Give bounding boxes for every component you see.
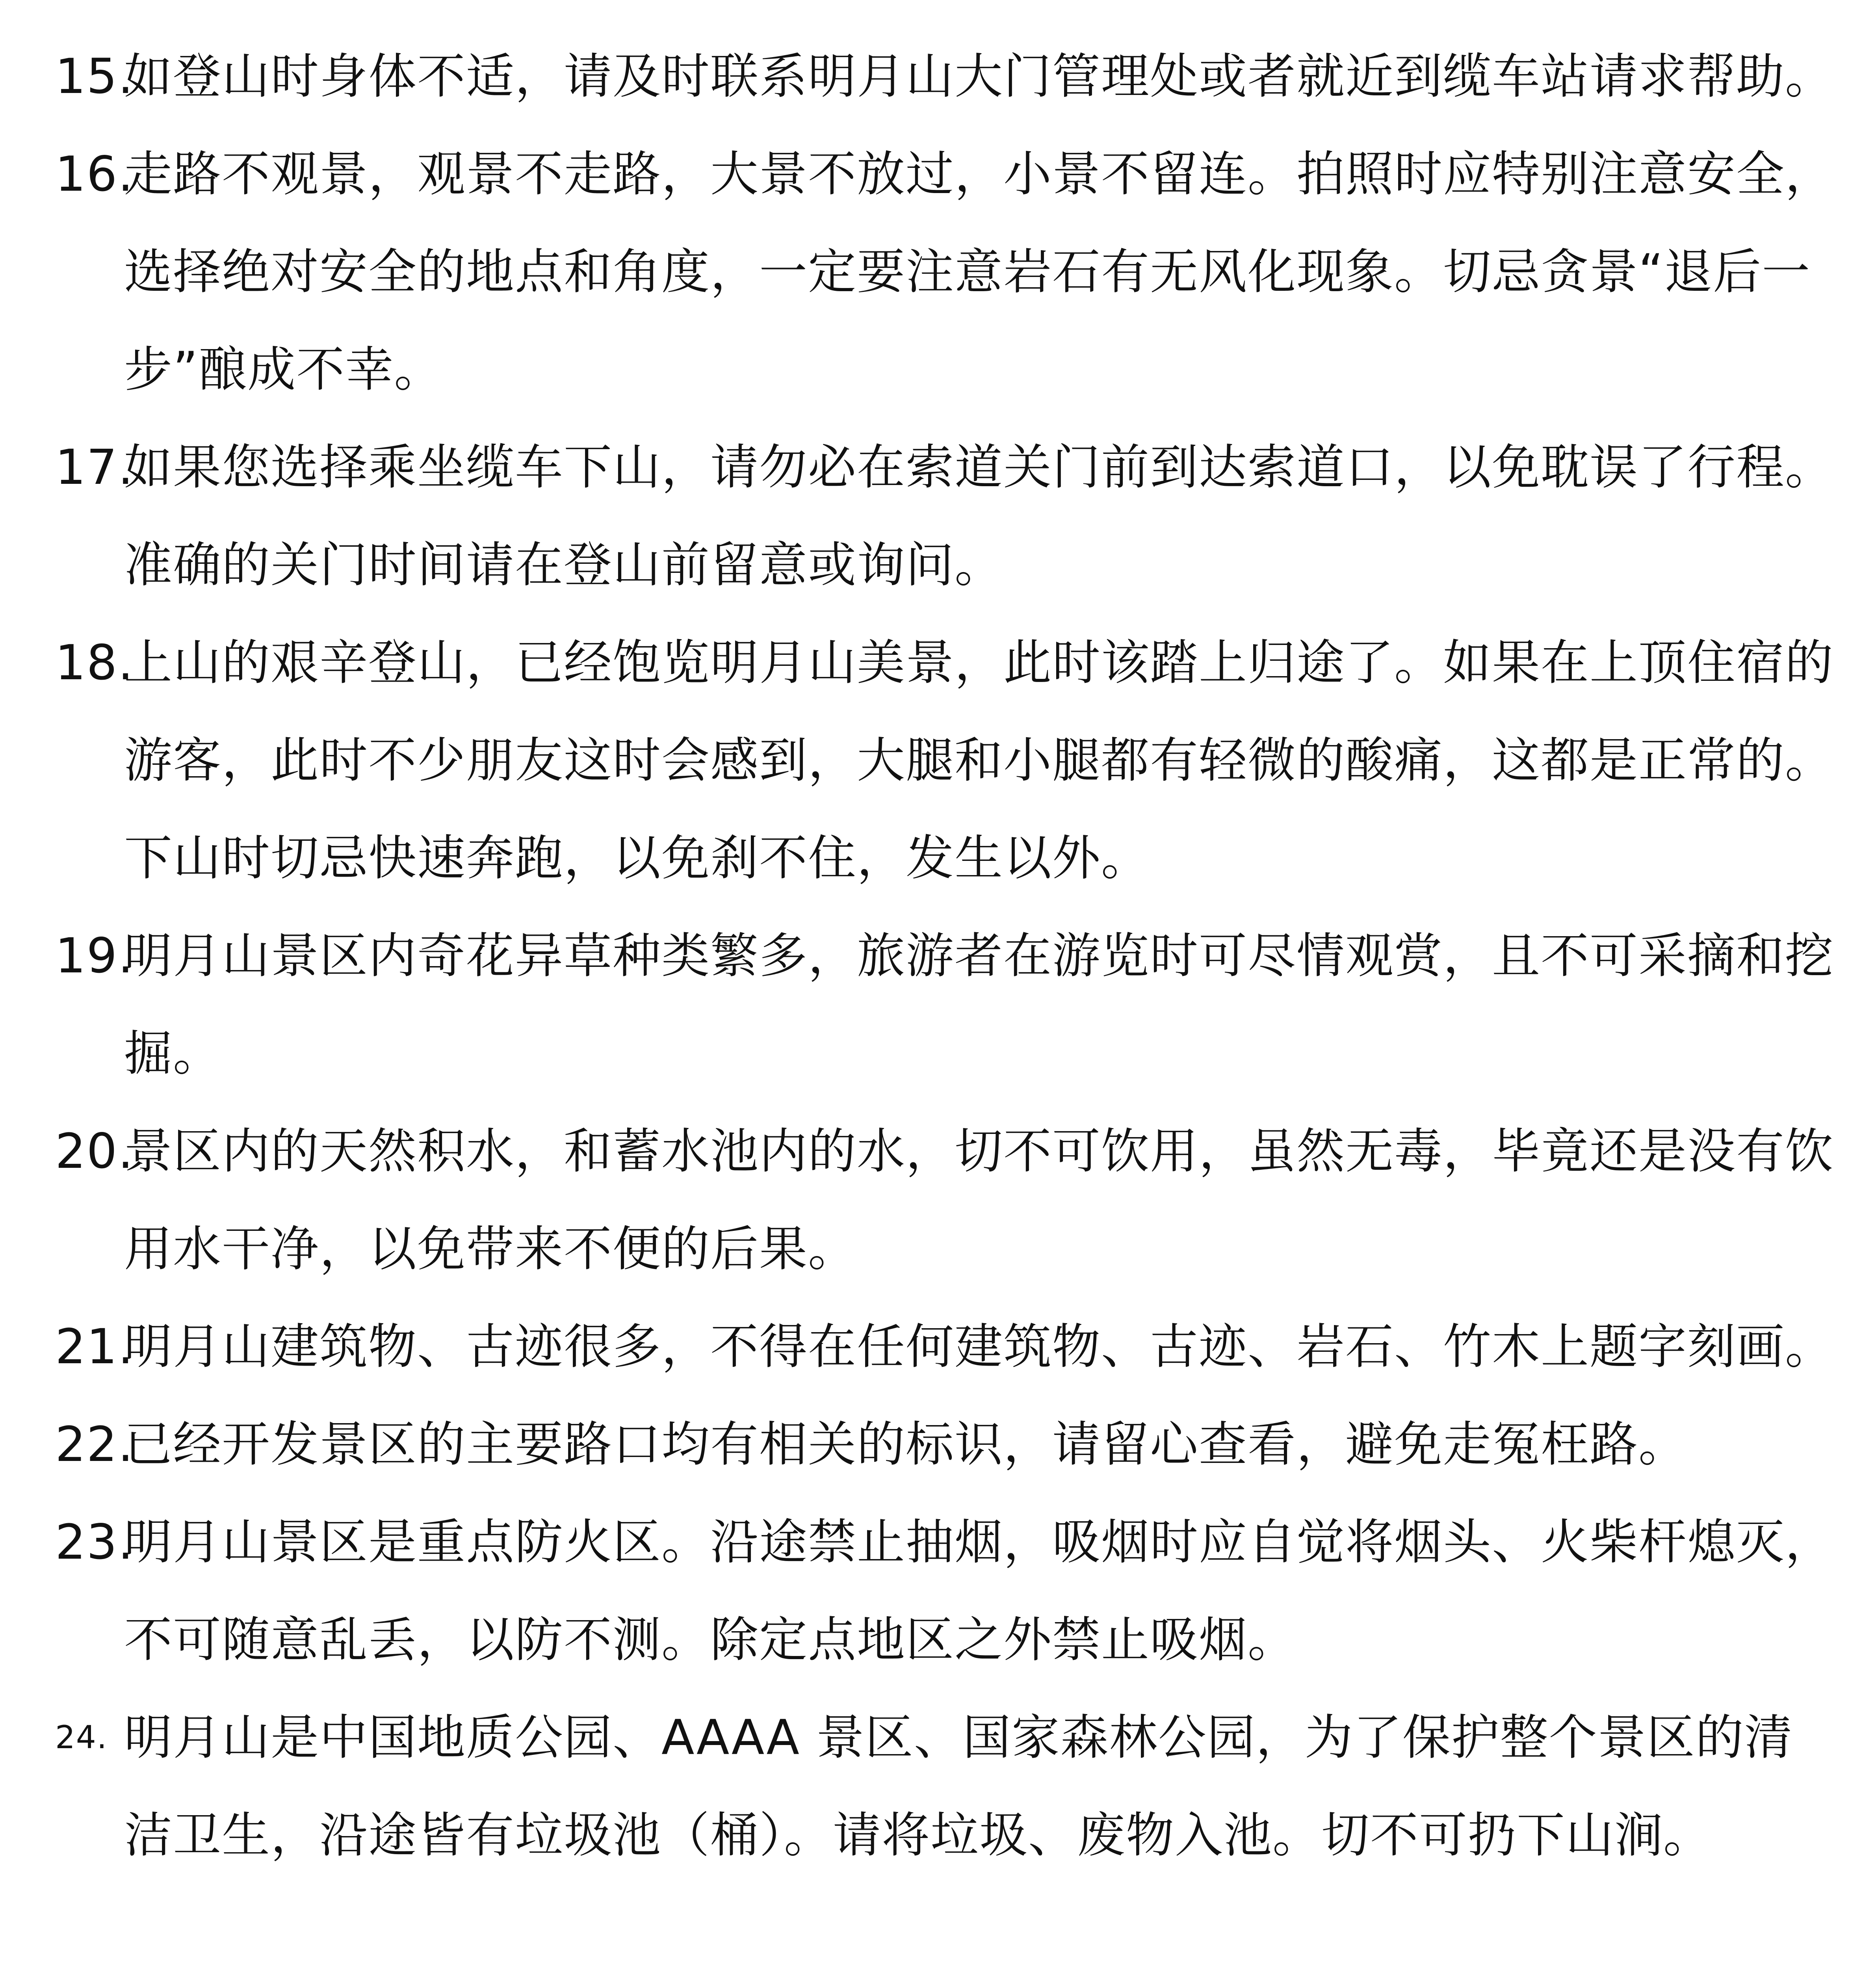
item-number: 18. — [55, 635, 134, 691]
item-text: 如果您选择乘坐缆车下山，请勿必在索道关门前到达索道口，以免耽误了行程。准确的关门时间请在登山前留意或询问。 — [124, 439, 1834, 593]
item-number: 19. — [55, 928, 134, 984]
item-text: 明月山是中国地质公园、AAAA 景区、国家森林公园，为了保护整个景区的清洁卫生，沿途皆有垃圾池（桶）。请将垃圾、废物入池。切不可扔下山涧。 — [124, 1710, 1793, 1863]
item-text: 明月山建筑物、古迹很多，不得在任何建筑物、古迹、岩石、竹木上题字刻画。 — [124, 1319, 1834, 1375]
list-item — [55, 1102, 1836, 1298]
item-text: 明月山景区是重点防火区。沿途禁止抽烟，吸烟时应自觉将烟头、火柴杆熄灭，不可随意乱丢，以防不测。除定点地区之外禁止吸烟。 — [124, 1514, 1834, 1668]
item-text: 已经开发景区的主要路口均有相关的标识，请留心查看，避免走冤枉路。 — [124, 1416, 1687, 1472]
list-item — [55, 1493, 1836, 1689]
list-item — [55, 614, 1836, 907]
notice-list — [55, 28, 1836, 1884]
item-text: 走路不观景，观景不走路，大景不放过，小景不留连。拍照时应特别注意安全，选择绝对安全的地点和角度，一定要注意岩石有无风化现象。切忌贪景“退后一步”酿成不幸。 — [124, 146, 1834, 398]
item-text: 景区内的天然积水，和蓄水池内的水，切不可饮用，虽然无毒，毕竟还是没有饮用水干净，以免带来不便的后果。 — [124, 1123, 1834, 1277]
item-number: 15. — [55, 48, 134, 104]
item-number: 21. — [55, 1319, 134, 1375]
item-number: 16. — [55, 146, 134, 202]
list-item — [55, 907, 1836, 1102]
list-item — [55, 1689, 1836, 1884]
item-number: 24. — [55, 1719, 108, 1756]
item-number: 23. — [55, 1514, 134, 1570]
item-number: 22. — [55, 1416, 134, 1472]
list-item — [55, 418, 1836, 614]
list-item — [55, 28, 1836, 125]
list-item — [55, 1298, 1836, 1396]
list-item — [55, 1396, 1836, 1493]
item-text: 明月山景区内奇花异草种类繁多，旅游者在游览时可尽情观赏，且不可采摘和挖掘。 — [124, 928, 1834, 1082]
item-number: 20. — [55, 1123, 134, 1179]
item-text: 上山的艰辛登山，已经饱览明月山美景，此时该踏上归途了。如果在上顶住宿的游客，此时不少朋友这时会感到，大腿和小腿都有轻微的酸痛，这都是正常的。下山时切忌快速奔跑，以免刹不住，发生以外。 — [124, 635, 1834, 886]
item-number: 17. — [55, 439, 134, 495]
item-text: 如登山时身体不适，请及时联系明月山大门管理处或者就近到缆车站请求帮助。 — [124, 48, 1834, 104]
list-item — [55, 125, 1836, 418]
